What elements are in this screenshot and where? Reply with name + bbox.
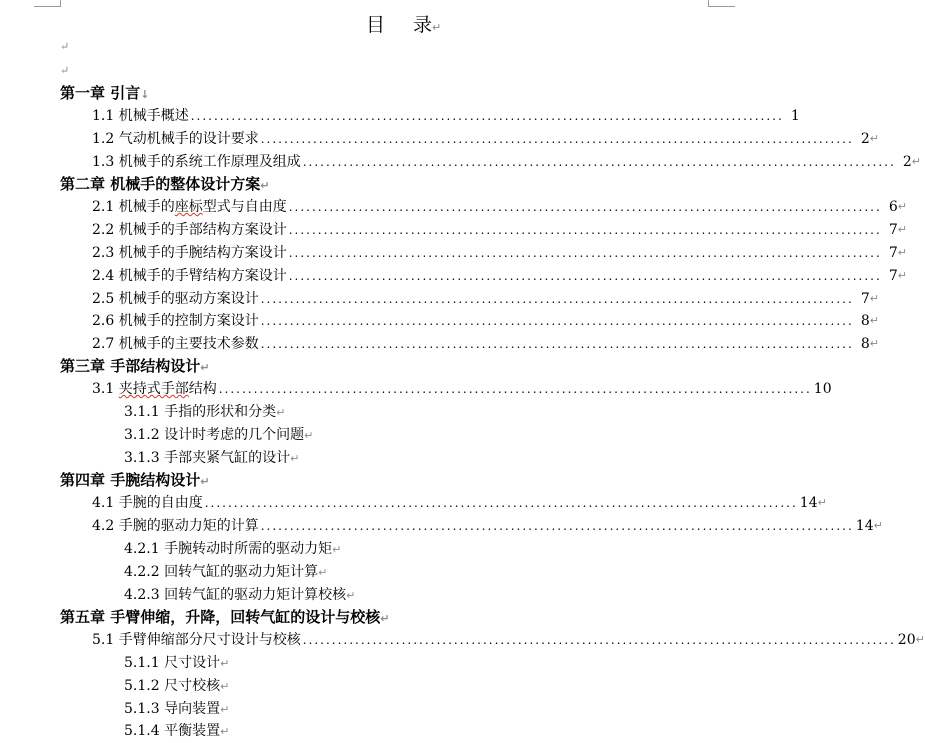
- toc-entry-label: 1.3 机械手的系统工作原理及组成: [92, 154, 301, 170]
- toc-page-number: 1: [790, 108, 800, 124]
- paragraph-mark-icon: ↵: [432, 21, 442, 34]
- empty-paragraph: [60, 40, 69, 53]
- toc-title-part1: 目: [366, 14, 386, 36]
- toc-entry-label: 1.2 气动机械手的设计要求: [92, 131, 259, 147]
- dot-leader: ......................................................................................................: [302, 155, 896, 169]
- dot-leader: ......................................................................................................: [260, 314, 854, 328]
- toc-entry-label: 5.1.1 尺寸设计: [124, 655, 221, 671]
- toc-entry-label-part: 结构: [188, 381, 217, 397]
- paragraph-mark-icon: ↵: [869, 337, 880, 350]
- dot-leader: ......................................................................................................: [260, 292, 854, 306]
- paragraph-mark-icon: ↵: [332, 543, 342, 556]
- toc-entry-label-part: 3.1: [92, 381, 119, 397]
- toc-entry-label: 5.1.4 平衡装置: [124, 723, 221, 739]
- paragraph-mark-icon: ↵: [869, 314, 880, 327]
- toc-page-number: 6: [888, 199, 898, 215]
- toc-entry-label: 2.7 机械手的主要技术参数: [92, 336, 259, 352]
- toc-page-number: 7: [860, 291, 870, 307]
- toc-entry-2-2[interactable]: [92, 219, 908, 241]
- toc-entry-3-1-3[interactable]: [124, 447, 299, 469]
- toc-entry-2-5[interactable]: [92, 288, 880, 310]
- dot-leader: ......................................................................................................: [288, 269, 882, 283]
- toc-entry-2-3[interactable]: [92, 242, 908, 264]
- paragraph-mark-icon: ↵: [380, 612, 390, 625]
- toc-entry-4-2[interactable]: [92, 515, 883, 537]
- toc-chapter-2[interactable]: [60, 173, 269, 195]
- line-break-mark-icon: ↓: [140, 88, 150, 101]
- paragraph-mark-icon: ↵: [869, 132, 880, 145]
- toc-entry-4-2-2[interactable]: [124, 561, 327, 583]
- dot-leader: ......................................................................................................: [288, 200, 882, 214]
- dot-leader: ......................................................................................................: [260, 132, 854, 146]
- toc-entry-label: 2.4 机械手的手臂结构方案设计: [92, 268, 287, 284]
- dot-leader: ......................................................................................................: [260, 519, 854, 533]
- toc-page-number: 20: [897, 632, 916, 648]
- paragraph-mark-icon: ↵: [304, 429, 314, 442]
- toc-entry-4-1[interactable]: [92, 492, 827, 514]
- toc-title-part2: 录: [413, 14, 433, 36]
- paragraph-mark-icon: ↵: [911, 155, 922, 168]
- toc-entry-label-part: 2.1 机械手的: [92, 199, 175, 215]
- toc-chapter-3[interactable]: [60, 355, 209, 377]
- toc-entry-5-1-3[interactable]: [124, 698, 229, 720]
- toc-entry-5-1-4[interactable]: [124, 720, 229, 742]
- dot-leader: ......................................................................................................: [218, 382, 812, 396]
- toc-entry-label-part: 型式与自由度: [202, 199, 287, 215]
- toc-entry-4-2-3[interactable]: [124, 584, 355, 606]
- paragraph-mark-icon: ↵: [897, 223, 908, 236]
- toc-chapter-label: 第五章 手臂伸缩，升降，回转气缸的设计与校核: [60, 608, 381, 626]
- toc-entry-label: 4.1 手腕的自由度: [92, 495, 203, 511]
- dot-leader: ......................................................................................................: [288, 223, 882, 237]
- toc-entry-4-2-1[interactable]: [124, 538, 341, 560]
- paragraph-mark-icon: ↵: [817, 496, 827, 509]
- paragraph-mark-icon: ↵: [346, 589, 356, 602]
- toc-entry-1-3[interactable]: [92, 151, 922, 173]
- paragraph-mark-icon: ↵: [60, 64, 70, 77]
- toc-chapter-1[interactable]: [60, 82, 149, 104]
- toc-chapter-label: 第一章 引言: [60, 84, 141, 102]
- toc-page-number: 7: [888, 245, 898, 261]
- paragraph-mark-icon: ↵: [220, 703, 230, 716]
- toc-page-number: 14: [855, 518, 874, 534]
- toc-chapter-4[interactable]: [60, 469, 209, 491]
- toc-entry-label: 5.1.3 导向装置: [124, 701, 221, 717]
- empty-paragraph: [60, 64, 69, 77]
- paragraph-mark-icon: ↵: [200, 361, 210, 374]
- toc-entry-label: 2.5 机械手的驱动方案设计: [92, 291, 259, 307]
- dot-leader: ......................................................................................................: [204, 496, 798, 510]
- dot-leader: ......................................................................................................: [190, 109, 784, 123]
- toc-entry-3-1-2[interactable]: [124, 424, 313, 446]
- toc-page-number: 14: [799, 495, 818, 511]
- paragraph-mark-icon: ↵: [897, 246, 908, 259]
- paragraph-mark-icon: ↵: [897, 269, 908, 282]
- toc-page-number: 7: [888, 222, 898, 238]
- toc-entry-label: 3.1.3 手部夹紧气缸的设计: [124, 450, 291, 466]
- toc-entry-label: 3.1.2 设计时考虑的几个问题: [124, 427, 305, 443]
- toc-title: [366, 10, 441, 37]
- paragraph-mark-icon: ↵: [220, 725, 230, 738]
- paragraph-mark-icon: ↵: [869, 292, 880, 305]
- paragraph-mark-icon: ↵: [200, 475, 210, 488]
- toc-entry-2-1[interactable]: [92, 196, 908, 218]
- toc-chapter-label: 第二章 机械手的整体设计方案: [60, 175, 261, 193]
- paragraph-mark-icon: ↵: [220, 680, 230, 693]
- dot-leader: ......................................................................................................: [260, 337, 854, 351]
- toc-entry-label: 4.2 手腕的驱动力矩的计算: [92, 518, 259, 534]
- paragraph-mark-icon: ↵: [897, 200, 908, 213]
- toc-entry-label: [92, 378, 217, 400]
- paragraph-mark-icon: ↵: [915, 633, 925, 646]
- page-corner-mark-left: [34, 0, 61, 7]
- toc-page-number: 8: [860, 313, 870, 329]
- toc-entry-3-1[interactable]: [92, 378, 832, 400]
- toc-entry-2-7[interactable]: [92, 333, 880, 355]
- toc-page-number: 8: [860, 336, 870, 352]
- toc-entry-2-6[interactable]: [92, 310, 880, 332]
- spellcheck-flagged-text: 座标: [174, 199, 203, 215]
- toc-entry-1-2[interactable]: [92, 128, 880, 150]
- toc-entry-label: 5.1 手臂伸缩部分尺寸设计与校核: [92, 632, 301, 648]
- toc-chapter-5[interactable]: [60, 606, 389, 628]
- toc-entry-label: 3.1.1 手指的形状和分类: [124, 404, 277, 420]
- dot-leader: ......................................................................................................: [288, 246, 882, 260]
- toc-entry-label: 1.1 机械手概述: [92, 108, 189, 124]
- paragraph-mark-icon: ↵: [60, 40, 70, 53]
- toc-entry-label: 2.6 机械手的控制方案设计: [92, 313, 259, 329]
- toc-entry-label: 5.1.2 尺寸校核: [124, 678, 221, 694]
- toc-page-number: 10: [813, 381, 832, 397]
- toc-page-number: 2: [860, 131, 870, 147]
- page-corner-mark-right: [708, 0, 735, 7]
- toc-entry-5-1[interactable]: [92, 629, 925, 651]
- toc-entry-label: 4.2.3 回转气缸的驱动力矩计算校核: [124, 587, 347, 603]
- toc-entry-label: 4.2.2 回转气缸的驱动力矩计算: [124, 564, 319, 580]
- toc-entry-label: 4.2.1 手腕转动时所需的驱动力矩: [124, 541, 333, 557]
- toc-entry-5-1-1[interactable]: [124, 652, 229, 674]
- toc-page-number: 2: [902, 154, 912, 170]
- toc-chapter-label: 第三章 手部结构设计: [60, 357, 201, 375]
- toc-entry-3-1-1[interactable]: [124, 401, 285, 423]
- paragraph-mark-icon: ↵: [873, 519, 883, 532]
- paragraph-mark-icon: ↵: [260, 179, 270, 192]
- dot-leader: ......................................................................................................: [302, 633, 896, 647]
- toc-entry-label: 2.2 机械手的手部结构方案设计: [92, 222, 287, 238]
- toc-page-number: 7: [888, 268, 898, 284]
- toc-entry-label: 2.3 机械手的手腕结构方案设计: [92, 245, 287, 261]
- toc-chapter-label: 第四章 手腕结构设计: [60, 471, 201, 489]
- toc-entry-label: [92, 196, 287, 218]
- toc-entry-2-4[interactable]: [92, 265, 908, 287]
- paragraph-mark-icon: ↵: [220, 657, 230, 670]
- paragraph-mark-icon: ↵: [276, 406, 286, 419]
- paragraph-mark-icon: ↵: [318, 566, 328, 579]
- paragraph-mark-icon: ↵: [290, 452, 300, 465]
- spellcheck-flagged-text: 夹持式手部: [118, 381, 189, 397]
- toc-entry-1-1[interactable]: [92, 105, 800, 127]
- toc-entry-5-1-2[interactable]: [124, 675, 229, 697]
